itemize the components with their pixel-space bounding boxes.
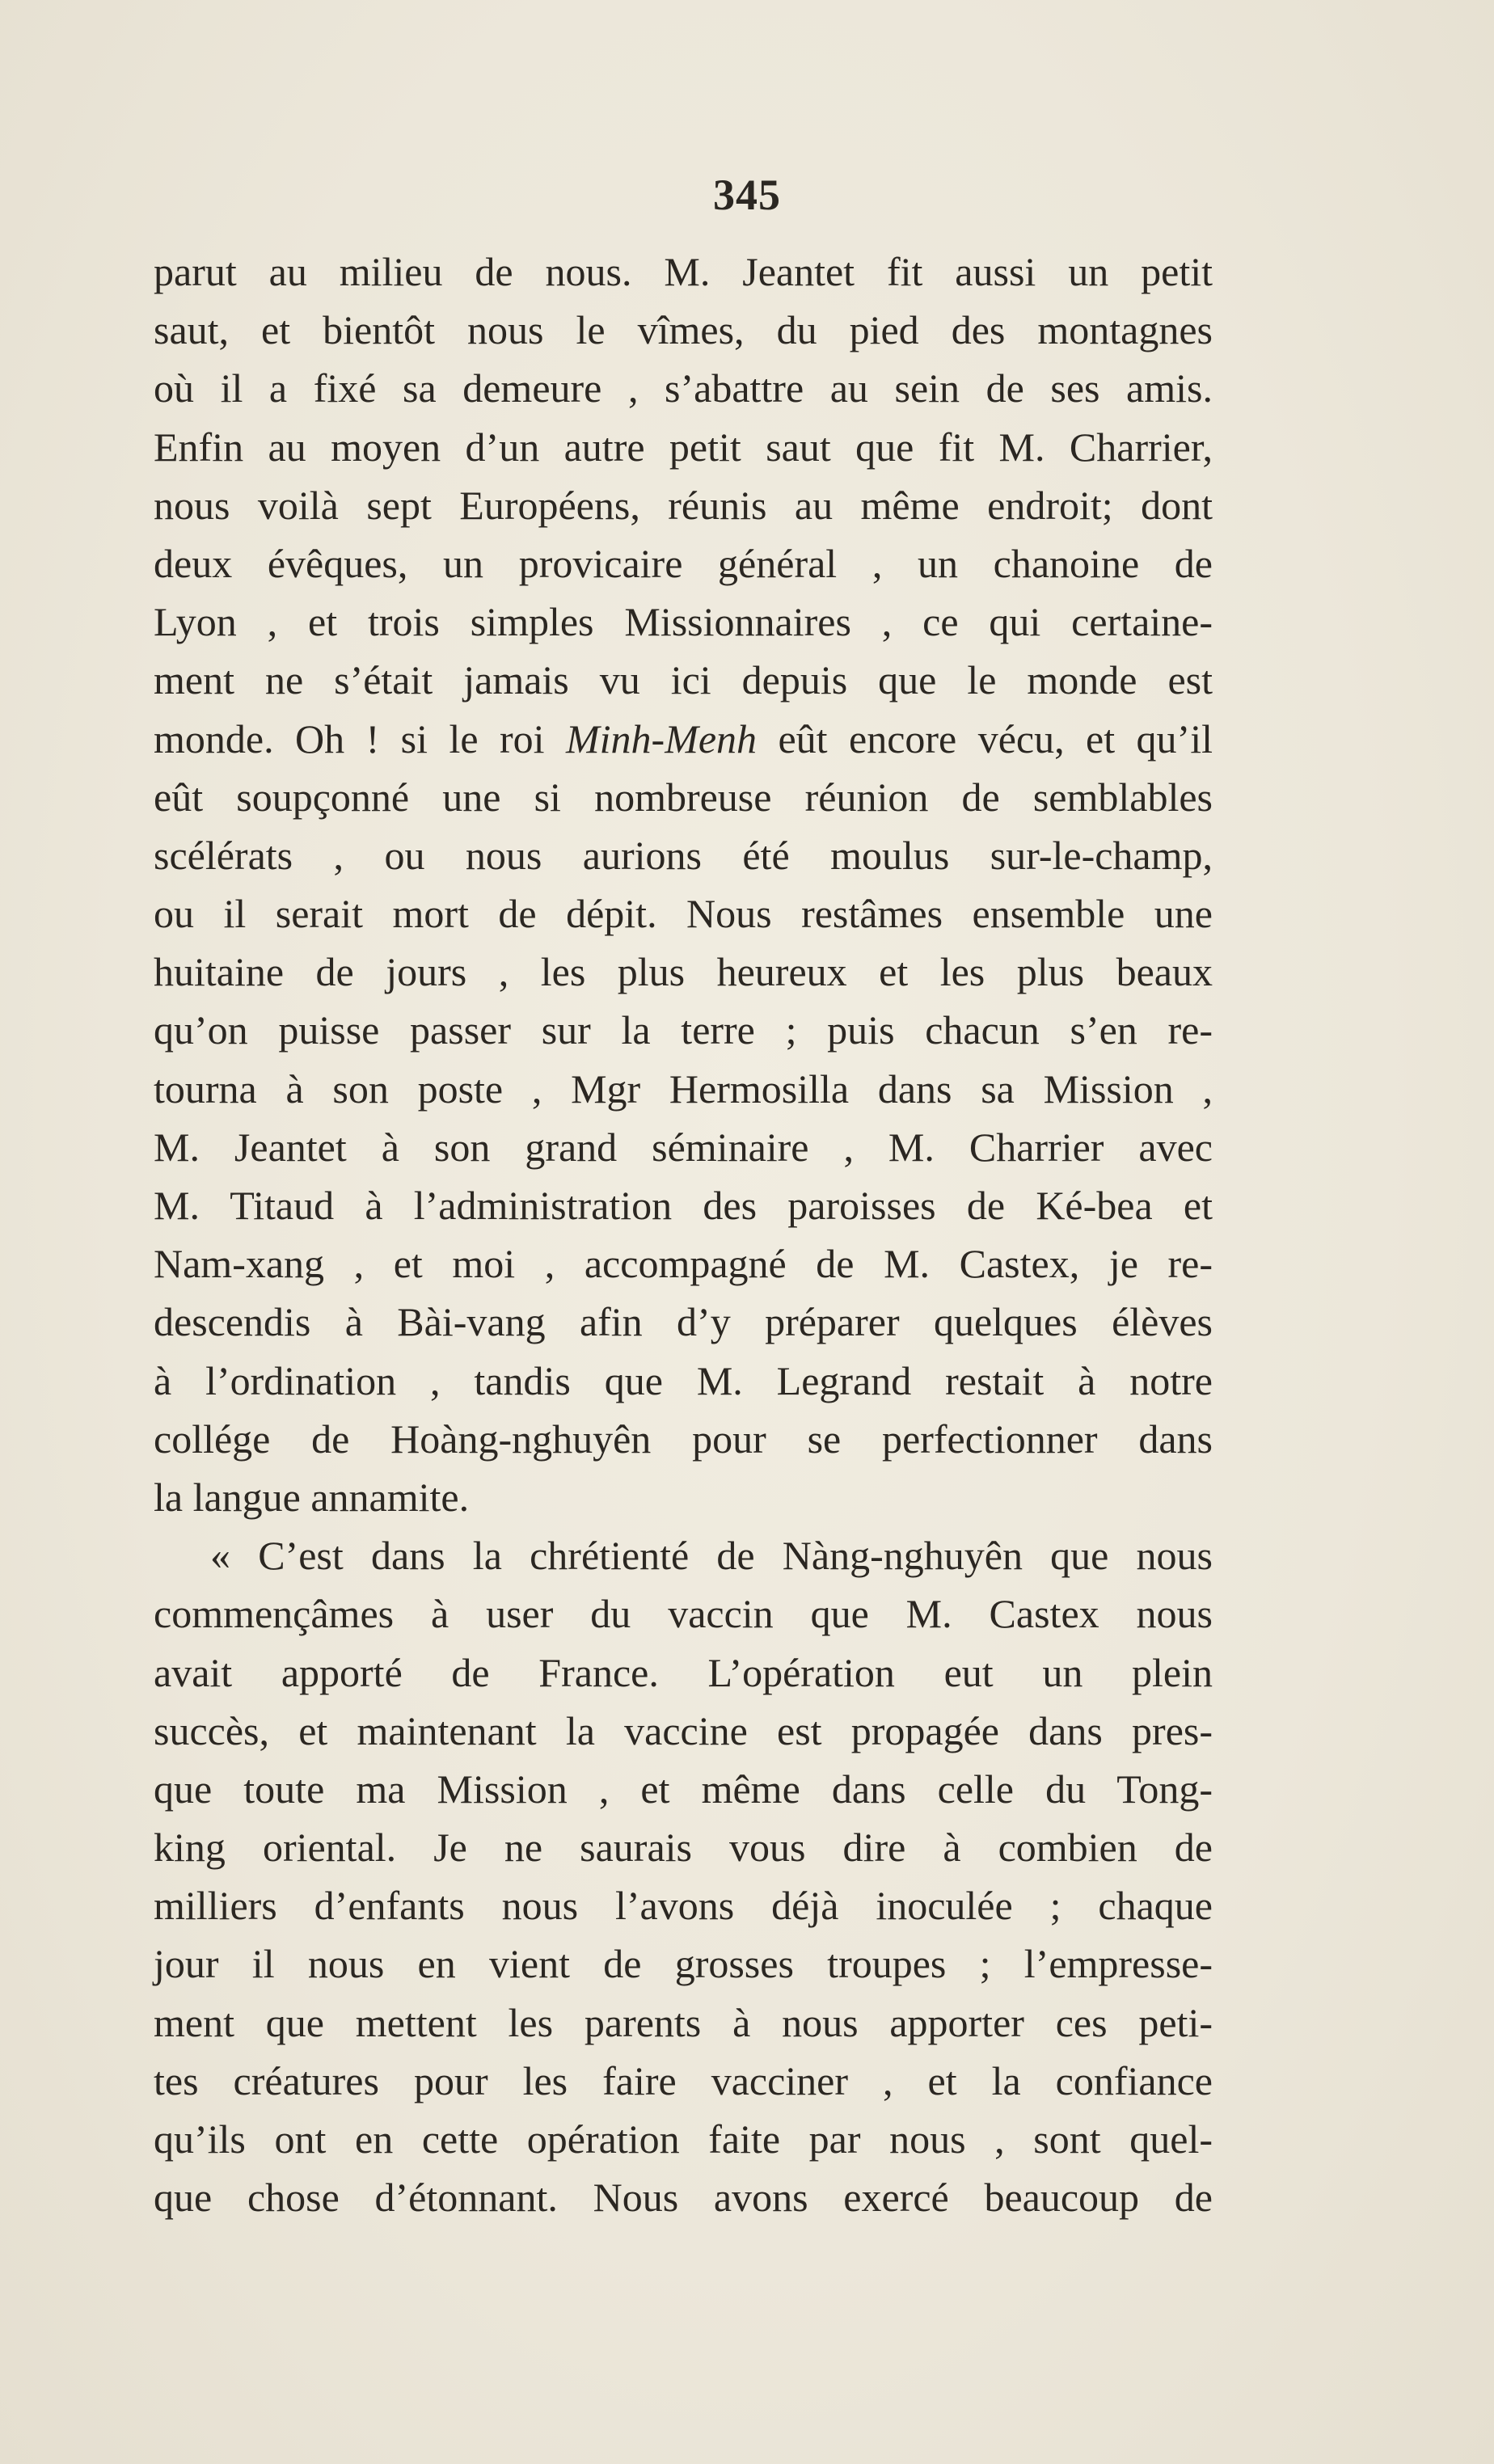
text-line: scélérats , ou nous aurions été moulus sur-le-champ, [154, 832, 1213, 878]
body-text [154, 243, 1213, 2226]
text-line: descendis à Bài-vang afin d’y préparer quelques élèves [154, 1299, 1213, 1345]
text-line: Enfin au moyen d’un autre petit saut que fit M. Charrier, [154, 424, 1213, 470]
text-line: parut au milieu de nous. M. Jeantet fit aussi un petit [154, 249, 1213, 294]
text-line: ou il serait mort de dépit. Nous restâmes ensemble une [154, 891, 1213, 937]
page-number: 345 [713, 171, 781, 219]
text-line: Nam-xang , et moi , accompagné de M. Castex, je re- [154, 1241, 1213, 1287]
text-line: M. Jeantet à son grand séminaire , M. Charrier avec [154, 1124, 1213, 1170]
text-line: que toute ma Mission , et même dans celle du Tong- [154, 1766, 1213, 1812]
text-line: ment que mettent les parents à nous apporter ces peti- [154, 1999, 1213, 2045]
text-line: saut, et bientôt nous le vîmes, du pied des montagnes [154, 307, 1213, 353]
text-line: collége de Hoàng-nghuyên pour se perfectionner dans [154, 1416, 1213, 1462]
text-line: deux évêques, un provicaire général , un chanoine de [154, 540, 1213, 586]
text-segment: eût encore vécu, et qu’il [757, 715, 1213, 762]
text-line: où il a fixé sa demeure , s’abattre au sein de ses amis. [154, 365, 1213, 411]
text-line-with-italic [154, 710, 1213, 768]
text-line: qu’ils ont en cette opération faite par nous , sont quel- [154, 2116, 1213, 2162]
text-line: ment ne s’était jamais vu ici depuis que le monde est [154, 657, 1213, 703]
italic-name: Minh-Menh [566, 715, 758, 762]
text-line: jour il nous en vient de grosses troupes ; l’empresse- [154, 1941, 1213, 1987]
paragraph-end-line: la langue annamite. [154, 1474, 470, 1520]
text-line: que chose d’étonnant. Nous avons exercé beaucoup de [154, 2175, 1213, 2221]
text-line: Lyon , et trois simples Missionnaires , ce qui certaine- [154, 599, 1213, 645]
text-line: tourna à son poste , Mgr Hermosilla dans sa Mission , [154, 1065, 1213, 1112]
text-line: king oriental. Je ne saurais vous dire à combien de [154, 1825, 1213, 1871]
text-line: qu’on puisse passer sur la terre ; puis chacun s’en re- [154, 1007, 1213, 1053]
text-line: tes créatures pour les faire vacciner , et la confiance [154, 2057, 1213, 2103]
text-line: eût soupçonné une si nombreuse réunion de semblables [154, 774, 1213, 820]
text-line: succès, et maintenant la vaccine est propagée dans pres- [154, 1707, 1213, 1753]
text-line: avait apporté de France. L’opération eut un plein [154, 1649, 1213, 1695]
text-line: milliers d’enfants nous l’avons déjà inoculée ; chaque [154, 1883, 1213, 1929]
text-line: huitaine de jours , les plus heureux et les plus beaux [154, 949, 1213, 995]
paragraph-start-line: « C’est dans la chrétienté de Nàng-nghuyên que nous [210, 1533, 1213, 1579]
text-line: à l’ordination , tandis que M. Legrand restait à notre [154, 1357, 1213, 1403]
text-line: commençâmes à user du vaccin que M. Castex nous [154, 1591, 1213, 1637]
text-segment: monde. Oh ! si le roi [154, 715, 566, 762]
text-line: M. Titaud à l’administration des paroisses de Ké-bea et [154, 1183, 1213, 1228]
text-line: nous voilà sept Européens, réunis au même endroit; dont [154, 482, 1213, 528]
